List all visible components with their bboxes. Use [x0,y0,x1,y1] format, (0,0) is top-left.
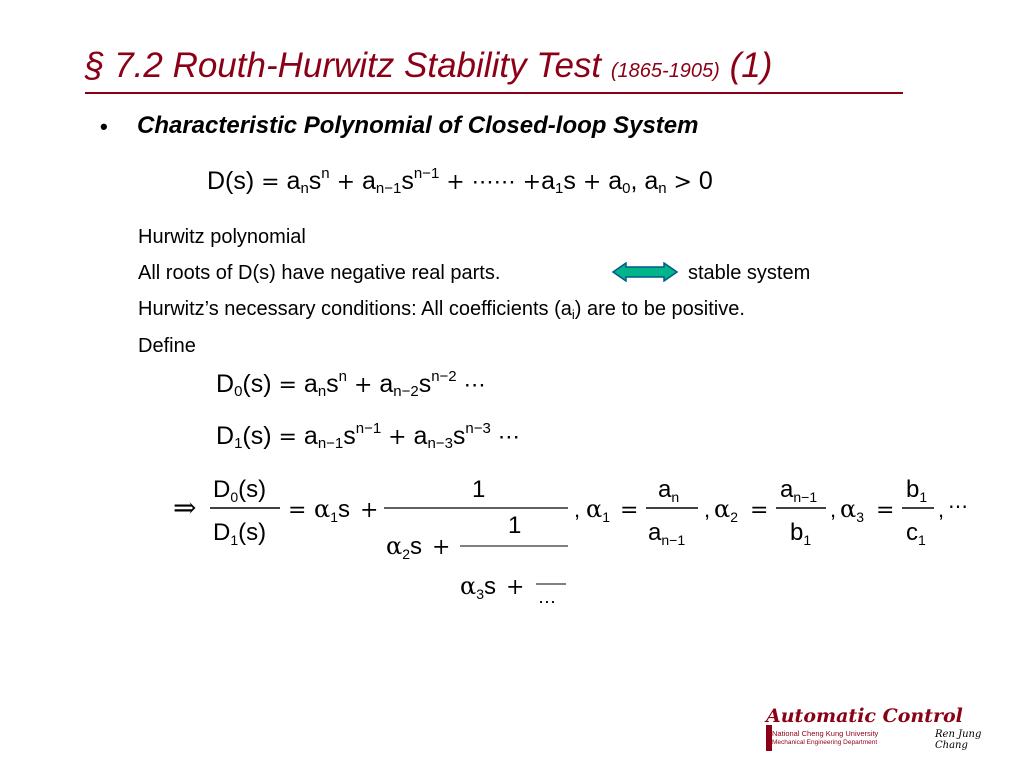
equation-d1: $D_1(s) = a_{n-1}s^{n-1} + a_{n-3}s^{n-3}$ ⋯ [216,420,520,452]
svg-text:,: , [704,497,711,522]
svg-text:α2: $\alpha_2$ [714,495,739,525]
bullet-marker: • [100,114,108,139]
svg-text:b1: $b_1$ [906,476,928,505]
subheading: Characteristic Polynomial of Closed-loop System [137,112,699,139]
svg-text:=: = [620,498,639,523]
body-line-stable: stable system [688,262,811,284]
body-line-hurwitz: Hurwitz polynomial [138,226,306,248]
title-underline [85,92,903,94]
svg-text:an: $a_n$ [658,476,680,505]
svg-text:α3s: $\alpha_3s$ [460,572,497,602]
title-part: (1) [719,46,773,85]
svg-text:⇒: ⇒ [173,491,197,524]
svg-text:⋯: ⋯ [948,494,968,518]
logo-department: Mechanical Engineering Department [772,739,878,746]
title-years: (1865-1905) [610,60,720,82]
svg-text:b1: $b_1$ [790,519,812,548]
svg-text:D0(s): $D_0(s)$ [213,476,267,505]
equation-d0: $D_0(s) = a_ns^n + a_{n-2}s^{n-2}$ ⋯ [216,368,486,400]
svg-text:c1: $c_1$ [906,519,926,548]
body-line-roots: All roots of D(s) have negative real parts. [138,262,501,284]
body-line-conditions: Hurwitz’s necessary conditions: All coefficients $(a_i)$ are to be positive. [138,298,745,322]
slide-title [85,46,772,86]
svg-text:α3: $\alpha_3$ [840,495,865,525]
svg-text:an−1: $a_{n-1}$ [648,519,686,548]
svg-text:1: 1 [508,512,522,539]
logo-title: Automatic Control [766,705,963,727]
equation-characteristic-polynomial: $D(s) = a_ns^n + a_{n-1}s^{n-1}$ + ⋯⋯ $+a_1s + a_0$, $a_n > 0$ [207,165,713,197]
svg-text:=: = [876,498,895,523]
author-signature: Ren Jung Chang [935,729,982,751]
equation-continued-fraction [168,470,988,620]
svg-text:α1: $\alpha_1$ [586,495,611,525]
svg-text:an−1: $a_{n-1}$ [780,476,818,505]
svg-text:1: 1 [472,476,486,503]
svg-text:α2s: $\alpha_2s$ [386,532,423,562]
svg-text:=: = [750,498,769,523]
svg-text:=: = [288,498,307,523]
svg-text:+: + [432,535,451,560]
logo-university: National Cheng Kung University [772,729,879,738]
automatic-control-logo [760,705,1000,753]
svg-text:D1(s): $D_1(s)$ [213,519,267,548]
svg-text:+: + [360,498,379,523]
svg-text:,: , [830,497,837,522]
svg-text:+: + [506,575,525,600]
svg-text:⋯: ⋯ [538,592,556,613]
body-line-define: Define [138,335,196,357]
double-headed-arrow-icon [612,262,678,282]
svg-text:,: , [574,497,581,522]
svg-text:,: , [938,497,945,522]
title-main: § 7.2 Routh-Hurwitz Stability Test [85,46,611,85]
svg-text:α1s: $\alpha_1s$ [314,495,351,525]
